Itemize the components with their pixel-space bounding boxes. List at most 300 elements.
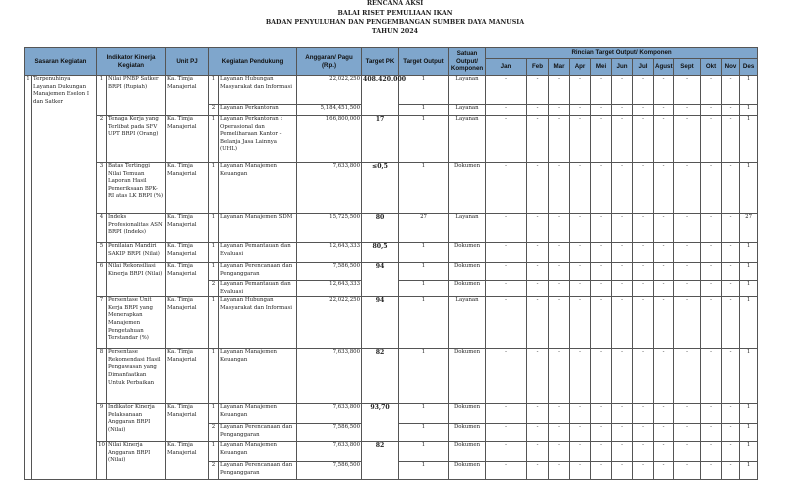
month-target-cell: - [722,116,740,163]
month-target-cell: - [633,116,654,163]
unit-pj: Ka. Timja Manajerial [166,243,209,263]
col-month: Jan [486,59,527,76]
satuan-value: Dokumen [449,243,486,263]
sasaran-number: 1 [25,76,32,480]
month-target-cell: - [701,105,722,116]
col-satuan: Satuan Output/ Komponen [449,48,486,76]
month-target-cell: - [570,442,591,462]
month-target-cell: - [570,424,591,442]
month-target-cell: - [570,297,591,349]
month-target-cell: - [549,76,570,105]
anggaran-value: 7,633,800 [297,349,362,404]
month-target-cell: 1 [740,281,758,297]
anggaran-value: 7,586,500 [297,424,362,442]
sasaran-text: Terpenuhinya Layanan Dukungan Manajemen Eselon I dan Satker [32,76,97,480]
month-target-cell: - [612,404,633,424]
month-target-cell: - [722,76,740,105]
month-target-cell: - [486,263,527,281]
satuan-value: Dokumen [449,281,486,297]
kegiatan-text: Layanan Perkantoran : Operasional dan Pemeliharaan Kantor - Belanja Jasa Lainnya (UHL) [219,116,297,163]
month-target-cell: - [722,404,740,424]
month-target-cell: - [722,243,740,263]
month-target-cell: - [612,163,633,214]
month-target-cell: 1 [740,116,758,163]
month-target-cell: - [722,214,740,243]
target-output-value: 1 [399,116,449,163]
kegiatan-number: 1 [209,263,219,281]
month-target-cell: - [591,462,612,480]
month-target-cell: - [633,462,654,480]
kegiatan-number: 2 [209,281,219,297]
indikator-text: Persentase Unit Kerja BRPI yang Menerapkan Manajemen Pengetahuan Terstandar (%) [107,297,166,349]
month-target-cell: - [654,214,674,243]
month-target-cell: 1 [740,76,758,105]
target-output-value: 1 [399,442,449,462]
indikator-text: Nilai Kinerja Anggaran BRPI (Nilai) [107,442,166,480]
month-target-cell: - [549,442,570,462]
month-target-cell: - [701,424,722,442]
month-target-cell: - [722,462,740,480]
month-target-cell: - [674,116,701,163]
month-target-cell: - [527,116,549,163]
month-target-cell: - [612,424,633,442]
month-target-cell: - [654,116,674,163]
month-target-cell: - [591,116,612,163]
kegiatan-text: Layanan Manajemen Keuangan [219,442,297,462]
table-row [25,442,775,462]
anggaran-value: 12,643,333 [297,281,362,297]
month-target-cell: - [674,214,701,243]
col-month: Apr [570,59,591,76]
col-month: Jul [633,59,654,76]
month-target-cell: - [654,76,674,105]
col-target-output: Target Output [399,48,449,76]
month-target-cell: - [527,243,549,263]
month-target-cell: - [486,297,527,349]
month-target-cell: - [591,297,612,349]
kegiatan-number: 2 [209,462,219,480]
month-target-cell: - [722,297,740,349]
month-target-cell: - [570,263,591,281]
month-target-cell: - [549,243,570,263]
month-target-cell: - [701,442,722,462]
month-target-cell: - [591,105,612,116]
month-target-cell: - [674,163,701,214]
month-target-cell: - [527,349,549,404]
month-target-cell: - [486,462,527,480]
month-target-cell: - [591,424,612,442]
month-target-cell: - [486,424,527,442]
target-output-value: 1 [399,404,449,424]
kegiatan-text: Layanan Manajemen Keuangan [219,349,297,404]
month-target-cell: - [527,442,549,462]
month-target-cell: - [633,163,654,214]
target-output-value: 1 [399,462,449,480]
month-target-cell: - [549,462,570,480]
month-target-cell: - [591,349,612,404]
kegiatan-number: 1 [209,116,219,163]
month-target-cell: - [549,297,570,349]
month-target-cell: - [633,404,654,424]
month-target-cell: - [486,243,527,263]
kegiatan-number: 1 [209,163,219,214]
satuan-value: Layanan [449,76,486,105]
month-target-cell: - [612,116,633,163]
satuan-value: Layanan [449,105,486,116]
month-target-cell: - [591,263,612,281]
target-pk-value: 82 [362,349,399,404]
month-target-cell: - [633,105,654,116]
unit-pj: Ka. Timja Manajerial [166,76,209,116]
month-target-cell: 1 [740,263,758,281]
month-target-cell: - [549,116,570,163]
target-output-value: 1 [399,105,449,116]
kegiatan-text: Layanan Manajemen Keuangan [219,404,297,424]
month-target-cell: - [722,163,740,214]
month-target-cell: - [612,462,633,480]
indikator-text: Batas Tertinggi Nilai Temuan Laporan Hasil Pemeriksaan BPK-RI atas LK BRPI (%) [107,163,166,214]
month-target-cell: - [612,214,633,243]
target-output-value: 1 [399,76,449,105]
unit-pj: Ka. Timja Manajerial [166,442,209,480]
kegiatan-number: 2 [209,424,219,442]
month-target-cell: - [527,281,549,297]
kegiatan-text: Layanan Manajemen Keuangan [219,163,297,214]
kegiatan-text: Layanan Hubungan Masyarakat dan Informasi [219,76,297,105]
month-target-cell: - [591,404,612,424]
indikator-text: Penilaian Mandiri SAKIP BRPI (Nilai) [107,243,166,263]
month-target-cell: - [701,281,722,297]
month-target-cell: - [633,349,654,404]
month-target-cell: - [549,105,570,116]
month-target-cell: - [612,105,633,116]
table-row [25,116,775,163]
satuan-value: Layanan [449,297,486,349]
indikator-number: 2 [97,116,107,163]
month-target-cell: - [633,214,654,243]
month-target-cell: - [612,442,633,462]
target-output-value: 1 [399,281,449,297]
month-target-cell: - [570,163,591,214]
table-row [25,297,775,349]
target-output-value: 1 [399,163,449,214]
anggaran-value: 12,643,333 [297,243,362,263]
month-target-cell: - [527,424,549,442]
unit-pj: Ka. Timja Manajerial [166,263,209,297]
month-target-cell: - [527,462,549,480]
month-target-cell: - [486,404,527,424]
target-output-value: 1 [399,263,449,281]
month-target-cell: 1 [740,163,758,214]
col-unit: Unit PJ [166,48,209,76]
unit-pj: Ka. Timja Manajerial [166,404,209,442]
month-target-cell: - [549,404,570,424]
target-pk-value: 93,70 [362,404,399,442]
indikator-text: Tenaga Kerja yang Terlibat pada SFV UPT BRPI (Orang) [107,116,166,163]
month-target-cell: 1 [740,404,758,424]
anggaran-value: 15,725,500 [297,214,362,243]
month-target-cell: 1 [740,424,758,442]
month-target-cell: 1 [740,462,758,480]
month-target-cell: - [486,349,527,404]
kegiatan-number: 1 [209,214,219,243]
month-target-cell: 1 [740,243,758,263]
month-target-cell: - [486,214,527,243]
satuan-value: Layanan [449,116,486,163]
month-target-cell: - [527,263,549,281]
month-target-cell: - [549,281,570,297]
month-target-cell: - [549,424,570,442]
month-target-cell: - [549,263,570,281]
month-target-cell: - [722,281,740,297]
col-rincian: Rincian Target Output/ Komponen [486,48,758,59]
anggaran-value: 7,633,800 [297,163,362,214]
indikator-text: Indeks Profesionalitas ASN BRPI (Indeks) [107,214,166,243]
col-month: Agust [654,59,674,76]
month-target-cell: - [701,214,722,243]
kegiatan-number: 1 [209,349,219,404]
target-pk-value: 17 [362,116,399,163]
month-target-cell: - [570,404,591,424]
col-month: Des [740,59,758,76]
month-target-cell: - [486,442,527,462]
month-target-cell: - [674,349,701,404]
anggaran-value: 7,586,500 [297,263,362,281]
month-target-cell: - [612,281,633,297]
month-target-cell: - [701,163,722,214]
month-target-cell: - [654,281,674,297]
month-target-cell: - [591,163,612,214]
target-pk-value: 408.420.000 [362,76,399,116]
month-target-cell: - [570,116,591,163]
col-indikator: Indikator Kinerja Kegiatan [97,48,166,76]
month-target-cell: - [722,349,740,404]
kegiatan-text: Layanan Perencanaan dan Penganggaran [219,424,297,442]
unit-pj: Ka. Timja Manajerial [166,116,209,163]
month-target-cell: - [674,281,701,297]
kegiatan-number: 1 [209,297,219,349]
month-target-cell: - [674,263,701,281]
indikator-number: 1 [97,76,107,116]
anggaran-value: 7,586,500 [297,462,362,480]
col-month: Okt [701,59,722,76]
month-target-cell: - [701,404,722,424]
month-target-cell: - [633,243,654,263]
month-target-cell: - [654,349,674,404]
month-target-cell: 1 [740,105,758,116]
month-target-cell: - [527,297,549,349]
month-target-cell: - [722,263,740,281]
month-target-cell: - [654,263,674,281]
indikator-number: 7 [97,297,107,349]
indikator-text: Indikator Kinerja Pelaksanaan Anggaran BRPI (Nilai) [107,404,166,442]
target-output-value: 1 [399,297,449,349]
month-target-cell: - [654,243,674,263]
month-target-cell: - [527,163,549,214]
kegiatan-text: Layanan Perkantoran [219,105,297,116]
doc-agency: BADAN PENYULUHAN DAN PENGEMBANGAN SUMBER DAYA MANUSIA [265,19,525,26]
table-row [25,163,775,214]
satuan-value: Dokumen [449,442,486,462]
kegiatan-text: Layanan Pemantauan dan Evaluasi [219,243,297,263]
month-target-cell: - [633,281,654,297]
month-target-cell: - [612,76,633,105]
month-target-cell: - [549,163,570,214]
table-row [25,349,775,404]
indikator-text: Nilai Rekonsiliasi Kinerja BRPI (Nilai) [107,263,166,297]
kegiatan-number: 1 [209,404,219,424]
month-target-cell: - [633,424,654,442]
month-target-cell: - [486,281,527,297]
indikator-number: 10 [97,442,107,480]
month-target-cell: - [674,297,701,349]
col-target-pk: Target PK [362,48,399,76]
month-target-cell: - [701,297,722,349]
month-target-cell: 1 [740,442,758,462]
month-target-cell: - [570,349,591,404]
col-sasaran: Sasaran Kegiatan [25,48,97,76]
month-target-cell: - [570,214,591,243]
month-target-cell: - [633,263,654,281]
unit-pj: Ka. Timja Manajerial [166,214,209,243]
col-month: Feb [527,59,549,76]
month-target-cell: - [527,214,549,243]
month-target-cell: - [722,442,740,462]
anggaran-value: 7,633,800 [297,442,362,462]
month-target-cell: - [654,462,674,480]
month-target-cell: - [570,243,591,263]
month-target-cell: - [612,263,633,281]
month-target-cell: 1 [740,297,758,349]
month-target-cell: - [674,462,701,480]
kegiatan-number: 1 [209,243,219,263]
month-target-cell: - [654,424,674,442]
satuan-value: Dokumen [449,263,486,281]
month-target-cell: - [722,424,740,442]
rencana-aksi-table [24,47,775,480]
target-pk-value: 94 [362,297,399,349]
indikator-number: 9 [97,404,107,442]
target-pk-value: 80,5 [362,243,399,263]
month-target-cell: - [591,76,612,105]
month-target-cell: - [722,105,740,116]
month-target-cell: - [549,214,570,243]
indikator-number: 5 [97,243,107,263]
indikator-number: 8 [97,349,107,404]
month-target-cell: - [654,442,674,462]
month-target-cell: - [633,76,654,105]
month-target-cell: - [674,442,701,462]
satuan-value: Dokumen [449,424,486,442]
target-output-value: 27 [399,214,449,243]
doc-year: TAHUN 2024 [371,28,419,35]
month-target-cell: - [591,214,612,243]
month-target-cell: - [701,349,722,404]
table-row [25,243,775,263]
month-target-cell: - [654,105,674,116]
month-target-cell: - [674,105,701,116]
month-target-cell: - [701,243,722,263]
month-target-cell: - [549,349,570,404]
month-target-cell: - [654,297,674,349]
satuan-value: Dokumen [449,163,486,214]
col-month: Jun [612,59,633,76]
month-target-cell: - [527,404,549,424]
anggaran-value: 22,022,250 [297,297,362,349]
month-target-cell: - [612,243,633,263]
col-anggaran: Anggaran/ Pagu (Rp.) [297,48,362,76]
month-target-cell: - [612,297,633,349]
month-target-cell: - [633,442,654,462]
col-kegiatan: Kegiatan Pendukung [209,48,297,76]
month-target-cell: 1 [740,349,758,404]
anggaran-value: 22,022,250 [297,76,362,105]
month-target-cell: - [591,281,612,297]
kegiatan-text: Layanan Pemantauan dan Evaluasi [219,281,297,297]
col-month: Nov [722,59,740,76]
table-row [25,404,775,424]
unit-pj: Ka. Timja Manajerial [166,297,209,349]
month-target-cell: - [674,404,701,424]
indikator-number: 3 [97,163,107,214]
month-target-cell: - [701,116,722,163]
month-target-cell: - [527,76,549,105]
month-target-cell: - [486,76,527,105]
satuan-value: Dokumen [449,404,486,424]
table-row [25,263,775,281]
month-target-cell: - [633,297,654,349]
month-target-cell: - [570,281,591,297]
target-pk-value: 82 [362,442,399,480]
indikator-number: 6 [97,263,107,297]
month-target-cell: - [701,462,722,480]
satuan-value: Dokumen [449,462,486,480]
month-target-cell: - [701,263,722,281]
target-pk-value: 80 [362,214,399,243]
unit-pj: Ka. Timja Manajerial [166,349,209,404]
month-target-cell: - [674,243,701,263]
kegiatan-text: Layanan Hubungan Masyarakat dan Informasi [219,297,297,349]
kegiatan-number: 1 [209,76,219,105]
col-month: Mei [591,59,612,76]
month-target-cell: - [654,404,674,424]
month-target-cell: - [570,462,591,480]
kegiatan-text: Layanan Perencanaan dan Penganggaran [219,263,297,281]
target-pk-value: ≤0,5 [362,163,399,214]
month-target-cell: - [674,424,701,442]
month-target-cell: - [612,349,633,404]
month-target-cell: - [674,76,701,105]
table-row [25,76,775,105]
anggaran-value: 7,633,800 [297,404,362,424]
indikator-number: 4 [97,214,107,243]
month-target-cell: 27 [740,214,758,243]
month-target-cell: - [591,243,612,263]
month-target-cell: - [701,76,722,105]
month-target-cell: - [654,163,674,214]
month-target-cell: - [486,116,527,163]
col-month: Sept [674,59,701,76]
kegiatan-number: 1 [209,442,219,462]
month-target-cell: - [527,105,549,116]
table-row [25,214,775,243]
target-output-value: 1 [399,243,449,263]
month-target-cell: - [570,76,591,105]
indikator-text: Nilai PNBP Satker BRPI (Rupiah) [107,76,166,116]
col-month: Mar [549,59,570,76]
target-output-value: 1 [399,349,449,404]
doc-institution: BALAI RISET PEMULIAAN IKAN [337,10,453,17]
